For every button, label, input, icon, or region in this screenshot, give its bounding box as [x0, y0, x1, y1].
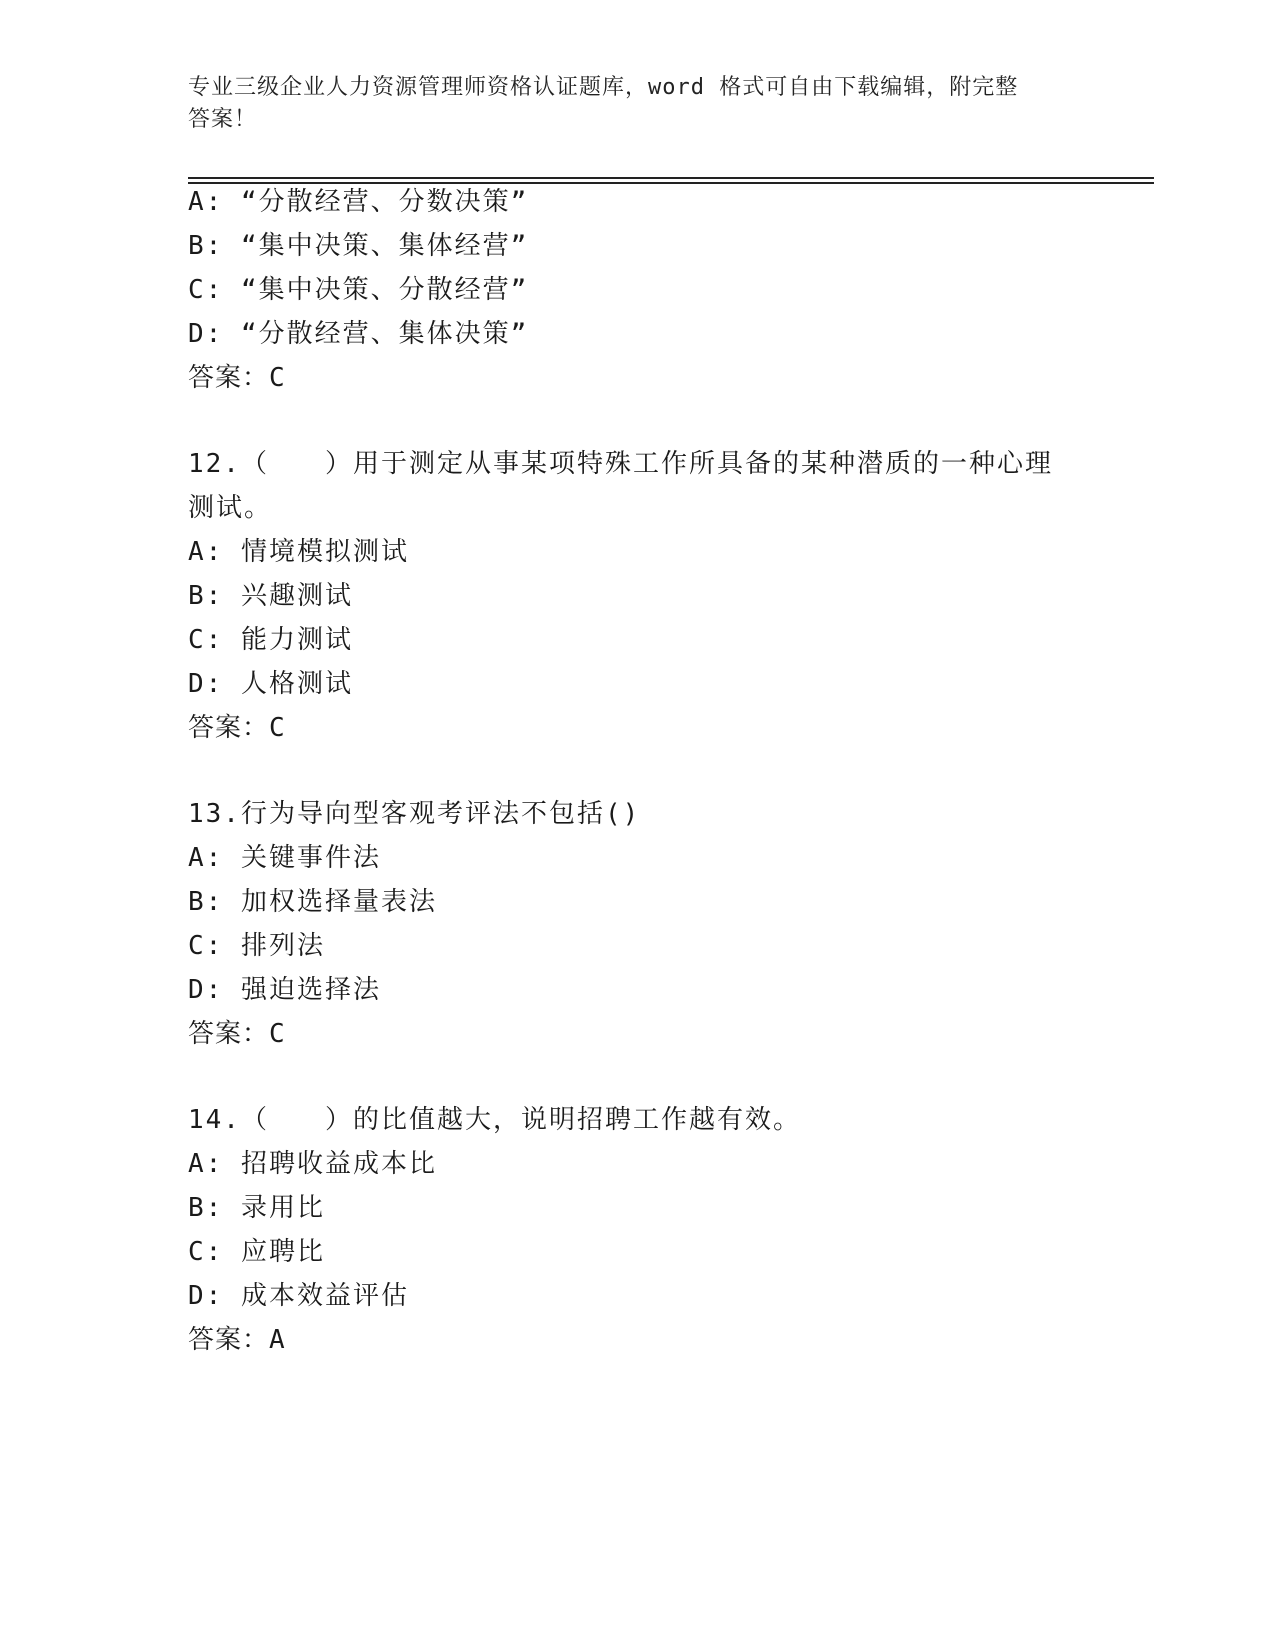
q14-option-d: D: 成本效益评估 [188, 1281, 409, 1311]
q12-option-b: B: 兴趣测试 [188, 581, 353, 611]
q13-stem-line-1: 13.行为导向型客观考评法不包括() [188, 799, 641, 829]
q12-option-a: A: 情境模拟测试 [188, 537, 409, 567]
q11-option-c: C: “集中决策、分散经营” [188, 275, 529, 305]
q14-answer: 答案：A [188, 1325, 286, 1355]
q12-option-d: D: 人格测试 [188, 669, 353, 699]
header-divider-top [188, 177, 1154, 179]
header-line-2: 答案！ [188, 107, 258, 132]
q14-option-c: C: 应聘比 [188, 1237, 325, 1267]
q14-option-a: A: 招聘收益成本比 [188, 1149, 437, 1179]
q11-answer: 答案：C [188, 363, 286, 393]
q13-option-a: A: 关键事件法 [188, 843, 381, 873]
q13-option-d: D: 强迫选择法 [188, 975, 381, 1005]
q11-option-a: A: “分散经营、分数决策” [188, 187, 529, 217]
q13-option-b: B: 加权选择量表法 [188, 887, 437, 917]
q12-stem-line-2: 测试。 [188, 493, 273, 523]
q14-option-b: B: 录用比 [188, 1193, 325, 1223]
q12-stem-line-1: 12.（ ）用于测定从事某项特殊工作所具备的某种潜质的一种心理 [188, 449, 1053, 479]
q14-stem-line-1: 14.（ ）的比值越大，说明招聘工作越有效。 [188, 1105, 801, 1135]
q11-option-b: B: “集中决策、集体经营” [188, 231, 529, 261]
q13-answer: 答案：C [188, 1019, 286, 1049]
q12-option-c: C: 能力测试 [188, 625, 353, 655]
q13-option-c: C: 排列法 [188, 931, 325, 961]
q12-answer: 答案：C [188, 713, 286, 743]
document-header [188, 72, 1088, 136]
q11-option-d: D: “分散经营、集体决策” [188, 319, 529, 349]
header-line-1: 专业三级企业人力资源管理师资格认证题库，word 格式可自由下载编辑，附完整 [188, 75, 1019, 100]
